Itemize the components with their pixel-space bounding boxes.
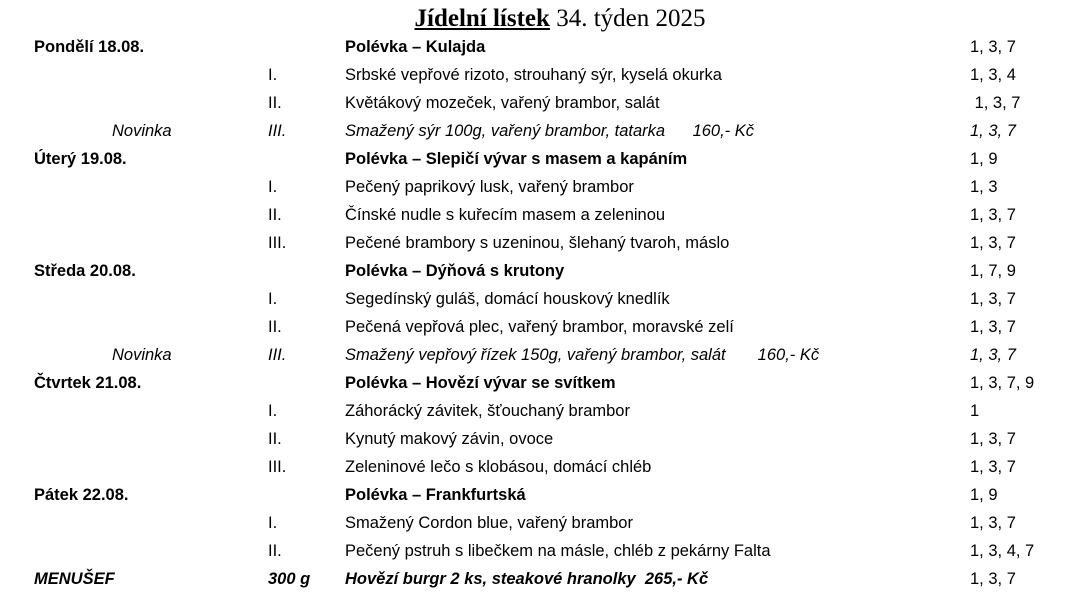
dish-name: Polévka – Slepičí vývar s masem a kapáním [345,150,688,168]
dish-name: Kynutý makový závin, ovoce [345,430,554,448]
day-label: Středa 20.08. [34,262,136,280]
day-label: MENUŠEF [34,570,115,588]
allergens: 1, 3, 7, 9 [970,374,1035,392]
dish-number: III. [268,234,287,252]
dish-number: I. [268,290,278,308]
menu-table [0,33,1068,593]
menu-row [0,173,1068,201]
dish-number: I. [268,66,278,84]
dish-name: Smažený sýr 100g, vařený brambor, tatarka 160,- Kč [345,122,755,140]
dish-number: 300 g [268,570,311,588]
menu-row [0,481,1068,509]
day-label: Pondělí 18.08. [34,38,145,56]
menu-row [0,313,1068,341]
day-label: Pátek 22.08. [34,486,129,504]
allergens: 1, 3, 7 [970,458,1016,476]
menu-title-week: 34. týden 2025 [549,5,706,32]
menu-row [0,537,1068,565]
dish-name: Polévka – Frankfurtská [345,486,526,504]
dish-name: Hovězí burgr 2 ks, steakové hranolky 265,- Kč [345,570,709,588]
allergens: 1, 3, 4 [970,66,1016,84]
menu-row [0,369,1068,397]
dish-number: I. [268,402,278,420]
menu-row [0,201,1068,229]
dish-name: Pečené brambory s uzeninou, šlehaný tvaroh, máslo [345,234,730,252]
dish-name: Polévka – Dýňová s krutony [345,262,565,280]
dish-number: II. [268,206,282,224]
dish-number: II. [268,430,282,448]
allergens: 1, 3, 7 [970,290,1016,308]
menu-row [0,229,1068,257]
allergens: 1, 9 [970,150,998,168]
menu-row [0,61,1068,89]
menu-row [0,257,1068,285]
dish-name: Květákový mozeček, vařený brambor, salát [345,94,660,112]
dish-name: Pečená vepřová plec, vařený brambor, moravské zelí [345,318,734,336]
day-label: Úterý 19.08. [34,150,127,168]
dish-name: Segedínský guláš, domácí houskový knedlík [345,290,670,308]
allergens: 1, 3, 7 [970,122,1016,140]
dish-name: Pečený pstruh s libečkem na másle, chléb z pekárny Falta [345,542,771,560]
dish-name: Polévka – Kulajda [345,38,486,56]
dish-number: II. [268,318,282,336]
dish-number: II. [268,542,282,560]
day-label: Novinka [112,122,172,140]
allergens: 1 [970,402,980,420]
allergens: 1, 3, 7 [970,38,1016,56]
allergens: 1, 3, 7 [970,94,1021,112]
menu-title-main: Jídelní lístek [414,5,550,32]
dish-name: Smažený Cordon blue, vařený brambor [345,514,633,532]
menu-row [0,117,1068,145]
menu-row [0,509,1068,537]
day-label: Čtvrtek 21.08. [34,374,142,392]
menu-row [0,285,1068,313]
dish-number: III. [268,122,287,140]
allergens: 1, 3, 7 [970,514,1016,532]
menu-row [0,397,1068,425]
dish-number: III. [268,458,287,476]
allergens: 1, 3, 7 [970,570,1016,588]
menu-row [0,33,1068,61]
menu-title [0,4,1068,34]
allergens: 1, 9 [970,486,998,504]
dish-name: Čínské nudle s kuřecím masem a zeleninou [345,206,666,224]
allergens: 1, 3, 4, 7 [970,542,1035,560]
allergens: 1, 3 [970,178,998,196]
dish-name: Polévka – Hovězí vývar se svítkem [345,374,616,392]
dish-name: Zeleninové lečo s klobásou, domácí chléb [345,458,652,476]
allergens: 1, 3, 7 [970,206,1016,224]
menu-row [0,89,1068,117]
day-label: Novinka [112,346,172,364]
dish-name: Pečený paprikový lusk, vařený brambor [345,178,634,196]
dish-number: II. [268,94,282,112]
menu-row [0,565,1068,593]
allergens: 1, 3, 7 [970,430,1016,448]
dish-name: Záhorácký závitek, šťouchaný brambor [345,402,630,420]
dish-number: I. [268,178,278,196]
allergens: 1, 7, 9 [970,262,1016,280]
allergens: 1, 3, 7 [970,234,1016,252]
dish-number: I. [268,514,278,532]
menu-row [0,341,1068,369]
allergens: 1, 3, 7 [970,346,1016,364]
dish-name: Smažený vepřový řízek 150g, vařený brambor, salát 160,- Kč [345,346,820,364]
allergens: 1, 3, 7 [970,318,1016,336]
menu-row [0,145,1068,173]
dish-name: Srbské vepřové rizoto, strouhaný sýr, kyselá okurka [345,66,722,84]
menu-row [0,425,1068,453]
dish-number: III. [268,346,287,364]
menu-row [0,453,1068,481]
